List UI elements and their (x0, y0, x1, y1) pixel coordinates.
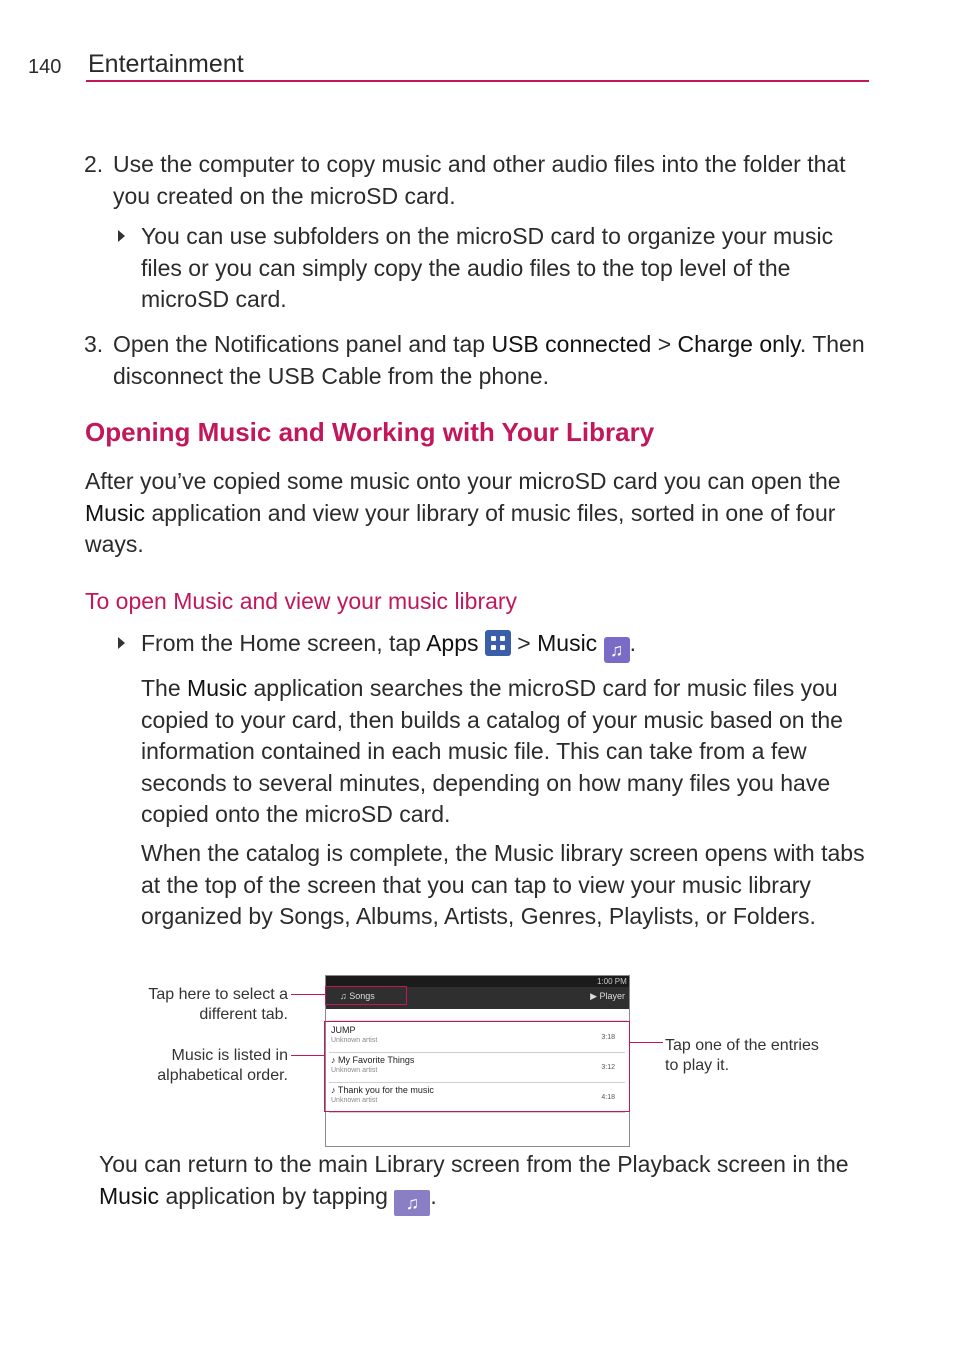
song-artist: Unknown artist (331, 1037, 378, 1044)
chapter-title: Entertainment (88, 50, 244, 78)
section-heading: Opening Music and Working with Your Library (85, 417, 655, 447)
step-number: 2. (84, 151, 104, 177)
song-title: My Favorite Things (338, 1055, 415, 1065)
callout-line: Tap one of the entries (665, 1037, 819, 1054)
paragraph-text: application searches the microSD card for music files you copied to your card, then builds a catalog of your music based on the information contained in each music file. This can take from a few seconds to several minutes, depending on how many files you have copied onto the microSD card. (141, 675, 843, 827)
apps-grid-icon (485, 630, 511, 656)
bullet-arrow-icon (118, 637, 125, 649)
tab-label: Songs (349, 991, 375, 1001)
paragraph-text: The (141, 675, 188, 701)
step-text-part: Open the Notifications panel and tap (113, 331, 492, 357)
status-time: 1:00 PM (596, 977, 627, 986)
intro-text: After you’ve copied some music onto your microSD card you can open the (85, 468, 841, 494)
bullet-arrow-icon (118, 230, 125, 242)
section-intro (85, 466, 875, 561)
charge-only-label: Charge only (677, 331, 800, 357)
callout-line: alphabetical order. (157, 1067, 288, 1084)
tab-songs[interactable]: ♫ Songs (340, 991, 375, 1001)
song-title: Thank you for the music (337, 1085, 434, 1095)
music-label: Music (537, 630, 598, 656)
paragraph-text: application by tapping (159, 1182, 388, 1209)
step-number: 3. (84, 331, 104, 357)
step-3 (84, 329, 874, 392)
step-text (113, 329, 874, 392)
step-text: Use the computer to copy music and other audio files into the folder that you created on the microSD card. (113, 151, 846, 209)
music-app-label: Music (187, 675, 248, 701)
song-duration: 3:18 (601, 1034, 615, 1041)
song-duration: 3:12 (601, 1064, 615, 1071)
tab-player[interactable]: ▶ Player (590, 991, 625, 1001)
subsection-heading: To open Music and view your music library (85, 588, 518, 614)
callout-line: Music is listed in (171, 1047, 288, 1064)
separator: > (651, 331, 678, 357)
separator: > (510, 630, 538, 656)
callout-play-entry (665, 1036, 865, 1076)
search-row (328, 1010, 627, 1021)
catalog-paragraph (141, 673, 871, 831)
step-2 (84, 149, 874, 212)
library-paragraph: When the catalog is complete, the Music library screen opens with tabs at the top of the screen that you can tap to view your music library organized by Songs, Albums, Artists, Genres, Playlists, or Folders. (141, 840, 865, 929)
callout-leader-line (291, 994, 325, 995)
footer-paragraph (99, 1149, 874, 1216)
song-duration: 4:18 (601, 1094, 615, 1101)
callout-leader-line (628, 1042, 663, 1043)
bullet-end: . (629, 630, 636, 656)
open-music-bullet (118, 628, 858, 663)
music-library-icon: ♫ (394, 1190, 430, 1216)
header-rule (86, 80, 869, 82)
music-app-label: Music (99, 1182, 160, 1209)
usb-connected-label: USB connected (491, 331, 652, 357)
callout-alphabetical (100, 1046, 288, 1086)
bullet-text: You can use subfolders on the microSD card to organize your music files or you can simply copy the audio files to the top level of the microSD card. (141, 223, 834, 312)
callout-leader-line (291, 1055, 325, 1056)
page-number: 140 (28, 56, 62, 78)
song-title-wrap: ♪ Thank you for the music (331, 1085, 434, 1095)
bullet-text (141, 628, 858, 663)
callout-line: different tab. (199, 1006, 288, 1023)
music-app-label: Music (85, 499, 146, 526)
callout-line: Tap here to select a (148, 986, 288, 1003)
music-note-icon: ♫ (604, 637, 630, 663)
paragraph-end: . (430, 1182, 437, 1209)
bullet-text-part: From the Home screen, tap (141, 630, 427, 656)
tab-highlight-box (325, 986, 407, 1005)
paragraph-text: You can return to the main Library screen from the Playback screen in the (99, 1151, 849, 1177)
apps-label: Apps (426, 630, 479, 656)
song-title-wrap: ♪ My Favorite Things (331, 1055, 415, 1065)
step-text-part: . Then disconnect the USB Cable from the phone. (113, 331, 865, 389)
intro-text: application and view your library of music files, sorted in one of four ways. (85, 499, 836, 557)
list-highlight-box (324, 1021, 630, 1112)
song-artist: Unknown artist (331, 1067, 378, 1074)
song-artist: Unknown artist (331, 1097, 378, 1104)
tab-label: Player (599, 991, 625, 1001)
callout-line: to play it. (665, 1057, 730, 1074)
step-2-bullet (118, 221, 848, 316)
song-title: JUMP (331, 1025, 356, 1035)
callout-select-tab (100, 985, 288, 1025)
